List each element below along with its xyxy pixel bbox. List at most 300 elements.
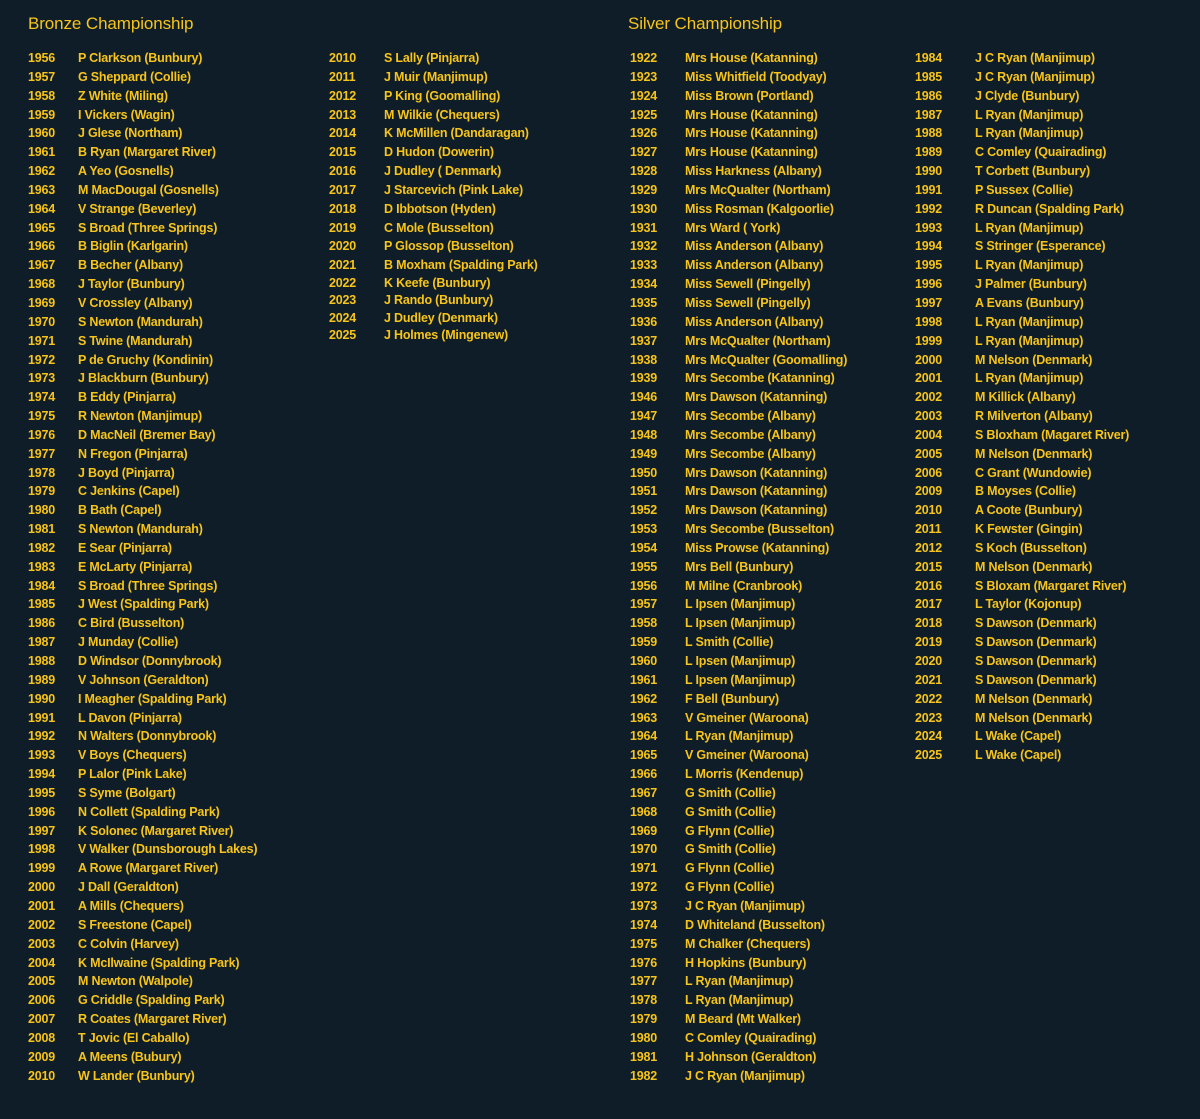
winner-name: Miss Sewell (Pingelly): [685, 295, 811, 310]
winner-name: R Milverton (Albany): [975, 409, 1093, 424]
winner-year: 1955: [630, 559, 658, 574]
winner-year: 1976: [28, 427, 56, 442]
winner-name: D Ibbotson (Hyden): [384, 201, 496, 216]
winner-row: [329, 68, 488, 87]
winner-year: 1932: [630, 239, 658, 254]
winner-name: Mrs Secombe (Albany): [685, 446, 816, 461]
winner-name: S Twine (Mandurah): [78, 333, 193, 348]
winner-row: [630, 840, 776, 859]
winner-row: [630, 106, 818, 125]
winner-row: [915, 332, 1084, 351]
winner-year: 1999: [28, 861, 56, 876]
winner-name: C Mole (Busselton): [384, 220, 494, 235]
winner-year: 1966: [630, 767, 658, 782]
winner-name: L Ryan (Manjimup): [975, 371, 1084, 386]
winner-year: 2011: [329, 69, 356, 84]
winner-row: [630, 1010, 801, 1029]
winner-year: 1946: [630, 390, 658, 405]
winner-name: J West (Spalding Park): [78, 597, 209, 612]
winner-name: A Evans (Bunbury): [975, 295, 1084, 310]
winner-row: [630, 407, 816, 426]
winner-row: [28, 482, 180, 501]
winner-row: [915, 106, 1084, 125]
winner-row: [915, 464, 1092, 483]
winner-name: R Duncan (Spalding Park): [975, 201, 1124, 216]
winner-row: [329, 143, 494, 162]
winner-year: 1984: [915, 51, 943, 65]
winner-year: 1960: [28, 126, 56, 141]
winner-name: L Ipsen (Manjimup): [685, 616, 796, 631]
winner-name: M MacDougal (Gosnells): [78, 182, 219, 197]
winner-year: 2018: [329, 201, 357, 216]
winner-year: 2023: [915, 710, 943, 725]
winner-year: 1993: [915, 220, 943, 235]
winner-name: Miss Prowse (Katanning): [685, 540, 830, 555]
winner-year: 2017: [329, 182, 357, 197]
winner-name: G Flynn (Collie): [685, 861, 775, 876]
winner-year: 1933: [630, 258, 658, 273]
winner-name: J Boyd (Pinjarra): [78, 465, 175, 480]
winner-year: 1965: [28, 220, 56, 235]
winner-name: K Keefe (Bunbury): [384, 276, 491, 291]
winner-name: S Dawson (Denmark): [975, 635, 1097, 650]
winner-row: [28, 351, 213, 370]
winner-year: 1962: [630, 691, 658, 706]
winner-year: 2015: [329, 145, 357, 160]
winner-name: J Dudley ( Denmark): [384, 164, 502, 179]
winner-year: 1992: [915, 201, 943, 216]
winner-row: [28, 275, 185, 294]
winner-year: 1994: [915, 239, 943, 254]
winner-year: 1927: [630, 145, 658, 160]
winner-row: [915, 256, 1084, 275]
winner-row: [28, 1048, 182, 1067]
winner-year: 1975: [630, 936, 658, 951]
winner-name: L Ryan (Manjimup): [685, 974, 794, 989]
winner-row: [915, 87, 1080, 106]
winner-year: 1923: [630, 69, 658, 84]
winner-year: 1952: [630, 503, 658, 518]
winner-name: Mrs House (Katanning): [685, 107, 818, 122]
winner-name: P de Gruchy (Kondinin): [78, 352, 213, 367]
winner-row: [28, 784, 176, 803]
winner-name: Mrs Secombe (Katanning): [685, 371, 835, 386]
winner-name: L Ipsen (Manjimup): [685, 672, 796, 687]
winner-year: 1978: [630, 993, 658, 1008]
winner-year: 2010: [329, 51, 357, 65]
winner-row: [630, 614, 796, 633]
winner-name: B Biglin (Karlgarin): [78, 239, 188, 254]
winner-name: M Nelson (Denmark): [975, 559, 1093, 574]
winner-year: 1969: [630, 823, 658, 838]
winner-year: 1972: [630, 880, 658, 895]
winner-year: 2012: [915, 540, 943, 555]
winner-name: M Newton (Walpole): [78, 974, 193, 989]
winner-row: [28, 822, 234, 841]
winner-year: 2022: [329, 276, 357, 291]
winner-row: [915, 671, 1097, 690]
winner-year: 2009: [915, 484, 943, 499]
winner-name: E McLarty (Pinjarra): [78, 559, 193, 574]
winner-name: B Eddy (Pinjarra): [78, 390, 177, 405]
winner-year: 1956: [28, 51, 56, 65]
winner-year: 1973: [28, 371, 56, 386]
winner-row: [915, 294, 1084, 313]
winner-row: [28, 558, 193, 577]
winner-row: [28, 501, 162, 520]
winner-row: [630, 595, 796, 614]
winner-row: [28, 124, 183, 143]
winner-name: T Corbett (Bunbury): [975, 164, 1090, 179]
winner-row: [630, 878, 775, 897]
winner-year: 1967: [630, 785, 658, 800]
winner-row: [630, 426, 816, 445]
winner-row: [28, 991, 225, 1010]
winner-row: [630, 501, 828, 520]
winner-year: 1959: [630, 635, 658, 650]
winner-name: Z White (Miling): [78, 88, 168, 103]
winner-name: G Criddle (Spalding Park): [78, 993, 225, 1008]
winner-year: 2013: [329, 107, 357, 122]
winner-name: M Chalker (Chequers): [685, 936, 811, 951]
winner-year: 1953: [630, 522, 658, 537]
winner-year: 1982: [630, 1068, 658, 1083]
winner-row: [915, 690, 1093, 709]
winner-row: [630, 332, 831, 351]
winner-year: 1968: [630, 804, 658, 819]
winner-row: [630, 219, 781, 238]
winner-name: J C Ryan (Manjimup): [975, 69, 1095, 84]
winner-year: 2002: [28, 917, 56, 932]
winner-row: [630, 294, 811, 313]
winner-row: [28, 49, 203, 68]
winner-year: 1986: [915, 88, 943, 103]
winner-name: M Nelson (Denmark): [975, 710, 1093, 725]
winner-name: M Wilkie (Chequers): [384, 107, 500, 122]
winner-name: V Gmeiner (Waroona): [685, 748, 809, 763]
winner-row: [28, 68, 191, 87]
winner-year: 1984: [28, 578, 56, 593]
winner-name: Mrs McQualter (Northam): [685, 182, 831, 197]
winner-row: [915, 539, 1087, 558]
winner-name: N Walters (Donnybrook): [78, 729, 217, 744]
winner-name: S Lally (Pinjarra): [384, 51, 480, 65]
winner-name: K Solonec (Margaret River): [78, 823, 234, 838]
winner-year: 2006: [915, 465, 943, 480]
winner-row: [915, 652, 1097, 671]
winner-name: Mrs House (Katanning): [685, 126, 818, 141]
winner-name: Mrs Dawson (Katanning): [685, 484, 828, 499]
winner-row: [915, 68, 1095, 87]
winner-name: N Fregon (Pinjarra): [78, 446, 188, 461]
winner-name: L Ipsen (Manjimup): [685, 597, 796, 612]
winner-row: [28, 87, 168, 106]
winner-year: 1989: [28, 672, 56, 687]
winner-name: K McIlwaine (Spalding Park): [78, 955, 240, 970]
winner-name: A Yeo (Gosnells): [78, 164, 174, 179]
winner-row: [630, 482, 828, 501]
winner-name: Miss Rosman (Kalgoorlie): [685, 201, 834, 216]
winner-name: L Ryan (Manjimup): [975, 107, 1084, 122]
winner-year: 1995: [28, 785, 56, 800]
winner-row: [28, 954, 240, 973]
winner-row: [329, 310, 498, 327]
winner-row: [329, 237, 514, 256]
winner-year: 2019: [329, 220, 357, 235]
winner-year: 1982: [28, 540, 56, 555]
winner-name: Mrs Dawson (Katanning): [685, 390, 828, 405]
bronze-winners-list-2: [329, 49, 538, 344]
winner-year: 1990: [28, 691, 56, 706]
winner-row: [630, 539, 830, 558]
winner-name: J Muir (Manjimup): [384, 69, 488, 84]
winner-year: 1947: [630, 409, 658, 424]
winner-row: [28, 633, 179, 652]
winner-row: [915, 633, 1097, 652]
winner-row: [630, 803, 776, 822]
winner-year: 1978: [28, 465, 56, 480]
winner-year: 1958: [28, 88, 56, 103]
winner-row: [28, 765, 187, 784]
bronze-championship-title: Bronze Championship: [28, 14, 194, 33]
winner-row: [630, 954, 807, 973]
winner-name: L Ryan (Manjimup): [685, 729, 794, 744]
winner-name: S Broad (Three Springs): [78, 578, 218, 593]
winner-row: [28, 237, 188, 256]
winner-name: S Dawson (Denmark): [975, 654, 1097, 668]
winner-name: M Nelson (Denmark): [975, 352, 1093, 367]
winner-year: 2010: [915, 503, 943, 518]
winner-year: 1991: [915, 182, 943, 197]
winner-name: Mrs House (Katanning): [685, 145, 818, 160]
winner-row: [28, 143, 216, 162]
winner-row: [630, 369, 835, 388]
winner-row: [915, 746, 1062, 765]
winner-year: 1970: [28, 314, 56, 329]
winner-name: S Newton (Mandurah): [78, 314, 203, 329]
winner-row: [28, 464, 175, 483]
winner-year: 1987: [28, 635, 56, 650]
winner-row: [915, 501, 1083, 520]
winner-year: 1961: [28, 145, 56, 160]
winner-row: [28, 840, 258, 859]
winner-name: C Bird (Busselton): [78, 616, 185, 631]
winner-year: 2017: [915, 597, 943, 612]
winner-year: 1949: [630, 446, 658, 461]
winner-name: S Freestone (Capel): [78, 917, 192, 932]
silver-winners-list-1: [630, 49, 848, 1085]
winner-year: 1963: [28, 182, 56, 197]
winner-row: [329, 49, 480, 68]
winner-year: 1964: [28, 201, 56, 216]
winner-row: [630, 520, 834, 539]
winner-row: [630, 859, 775, 878]
winner-name: G Flynn (Collie): [685, 823, 775, 838]
winner-name: J Clyde (Bunbury): [975, 88, 1080, 103]
winner-name: S Dawson (Denmark): [975, 672, 1097, 687]
winner-row: [28, 369, 209, 388]
winner-year: 2025: [329, 327, 357, 342]
winner-year: 1934: [630, 277, 658, 292]
winner-name: L Smith (Collie): [685, 635, 774, 650]
winner-year: 2020: [915, 654, 943, 668]
winner-name: L Ryan (Manjimup): [975, 333, 1084, 348]
winner-name: P Clarkson (Bunbury): [78, 51, 203, 65]
winner-name: L Ryan (Manjimup): [975, 126, 1084, 141]
winner-row: [630, 200, 834, 219]
winner-name: R Newton (Manjimup): [78, 409, 202, 424]
winner-name: L Wake (Capel): [975, 748, 1062, 763]
winner-row: [28, 256, 183, 275]
winner-row: [28, 313, 203, 332]
winner-name: Miss Harkness (Albany): [685, 164, 822, 179]
winner-year: 1997: [915, 295, 943, 310]
winner-row: [630, 162, 822, 181]
winner-row: [329, 327, 508, 344]
winner-row: [28, 539, 172, 558]
winner-row: [630, 124, 818, 143]
winner-year: 1971: [630, 861, 658, 876]
winner-year: 1981: [630, 1049, 658, 1064]
winner-row: [630, 256, 824, 275]
winner-name: D Windsor (Donnybrook): [78, 654, 222, 668]
winner-year: 1925: [630, 107, 658, 122]
winner-year: 1935: [630, 295, 658, 310]
winner-year: 1975: [28, 409, 56, 424]
winner-year: 1968: [28, 277, 56, 292]
winner-year: 1960: [630, 654, 658, 668]
winner-name: I Vickers (Wagin): [78, 107, 175, 122]
winner-year: 1994: [28, 767, 56, 782]
winner-row: [915, 143, 1107, 162]
winner-year: 1966: [28, 239, 56, 254]
winner-row: [630, 275, 811, 294]
winner-year: 2009: [28, 1049, 56, 1064]
winner-year: 1977: [28, 446, 56, 461]
winner-row: [915, 709, 1093, 728]
winner-name: A Rowe (Margaret River): [78, 861, 219, 876]
winner-row: [630, 143, 818, 162]
winner-year: 2020: [329, 239, 357, 254]
winner-row: [915, 595, 1082, 614]
winner-row: [915, 200, 1124, 219]
winner-row: [28, 407, 202, 426]
winner-name: B Ryan (Margaret River): [78, 145, 216, 160]
winner-year: 2016: [329, 164, 357, 179]
winner-name: J Palmer (Bunbury): [975, 277, 1087, 292]
winner-row: [28, 294, 193, 313]
winner-year: 1931: [630, 220, 658, 235]
winner-row: [28, 859, 219, 878]
winner-row: [630, 445, 816, 464]
winner-year: 1922: [630, 51, 658, 65]
winner-name: C Comley (Quairading): [685, 1030, 817, 1045]
winner-year: 1979: [630, 1012, 658, 1027]
winner-row: [630, 709, 809, 728]
winner-row: [915, 614, 1097, 633]
winner-year: 1974: [630, 917, 658, 932]
winner-year: 1957: [28, 69, 56, 84]
winner-name: D Hudon (Dowerin): [384, 145, 494, 160]
winner-row: [915, 237, 1106, 256]
winner-name: Mrs Secombe (Busselton): [685, 522, 834, 537]
bronze-winners-list-1: [28, 49, 258, 1085]
winner-year: 2016: [915, 578, 943, 593]
winner-row: [630, 690, 780, 709]
winner-row: [630, 671, 796, 690]
winner-year: 1951: [630, 484, 658, 499]
winner-name: V Gmeiner (Waroona): [685, 710, 809, 725]
winner-name: T Jovic (El Caballo): [78, 1030, 190, 1045]
winner-name: V Strange (Beverley): [78, 201, 197, 216]
winner-row: [28, 1067, 195, 1086]
winner-year: 1980: [630, 1030, 658, 1045]
winner-name: G Smith (Collie): [685, 804, 776, 819]
winner-name: S Newton (Mandurah): [78, 522, 203, 537]
winner-name: P King (Goomalling): [384, 88, 501, 103]
winner-name: A Coote (Bunbury): [975, 503, 1083, 518]
winner-name: Mrs Dawson (Katanning): [685, 503, 828, 518]
winner-row: [28, 690, 227, 709]
winner-row: [915, 520, 1083, 539]
winner-year: 1992: [28, 729, 56, 744]
winner-row: [915, 426, 1130, 445]
winner-name: C Colvin (Harvey): [78, 936, 179, 951]
winner-year: 1985: [915, 69, 943, 84]
winner-row: [329, 219, 494, 238]
winner-row: [329, 256, 538, 275]
winner-year: 2002: [915, 390, 943, 405]
winner-year: 1957: [630, 597, 658, 612]
winner-name: D Whiteland (Busselton): [685, 917, 825, 932]
winner-name: S Dawson (Denmark): [975, 616, 1097, 631]
winner-name: H Hopkins (Bunbury): [685, 955, 807, 970]
winner-name: S Broad (Three Springs): [78, 220, 218, 235]
winner-name: J Dall (Geraldton): [78, 880, 179, 895]
winner-row: [630, 68, 827, 87]
winner-year: 1973: [630, 898, 658, 913]
winner-name: Miss Anderson (Albany): [685, 258, 824, 273]
winner-name: P Lalor (Pink Lake): [78, 767, 187, 782]
winner-row: [915, 727, 1062, 746]
winner-name: Mrs Secombe (Albany): [685, 427, 816, 442]
winner-year: 2025: [915, 748, 943, 763]
winner-year: 1971: [28, 333, 56, 348]
winner-row: [28, 577, 218, 596]
winner-name: B Becher (Albany): [78, 258, 183, 273]
winner-name: E Sear (Pinjarra): [78, 540, 172, 555]
winner-row: [28, 219, 218, 238]
winner-row: [28, 803, 220, 822]
winner-name: L Ryan (Manjimup): [975, 314, 1084, 329]
winner-name: K Fewster (Gingin): [975, 522, 1083, 537]
winner-row: [329, 87, 501, 106]
winner-name: G Smith (Collie): [685, 842, 776, 857]
winner-name: S Stringer (Esperance): [975, 239, 1106, 254]
winner-year: 2006: [28, 993, 56, 1008]
winner-name: I Meagher (Spalding Park): [78, 691, 227, 706]
winner-name: J Munday (Collie): [78, 635, 179, 650]
winner-row: [28, 709, 182, 728]
winner-year: 1961: [630, 672, 658, 687]
winner-year: 1976: [630, 955, 658, 970]
winner-name: P Glossop (Busselton): [384, 239, 514, 254]
winner-name: G Sheppard (Collie): [78, 69, 191, 84]
winner-name: L Ryan (Manjimup): [685, 993, 794, 1008]
winner-name: L Wake (Capel): [975, 729, 1062, 744]
winner-year: 1980: [28, 503, 56, 518]
winner-row: [28, 520, 203, 539]
